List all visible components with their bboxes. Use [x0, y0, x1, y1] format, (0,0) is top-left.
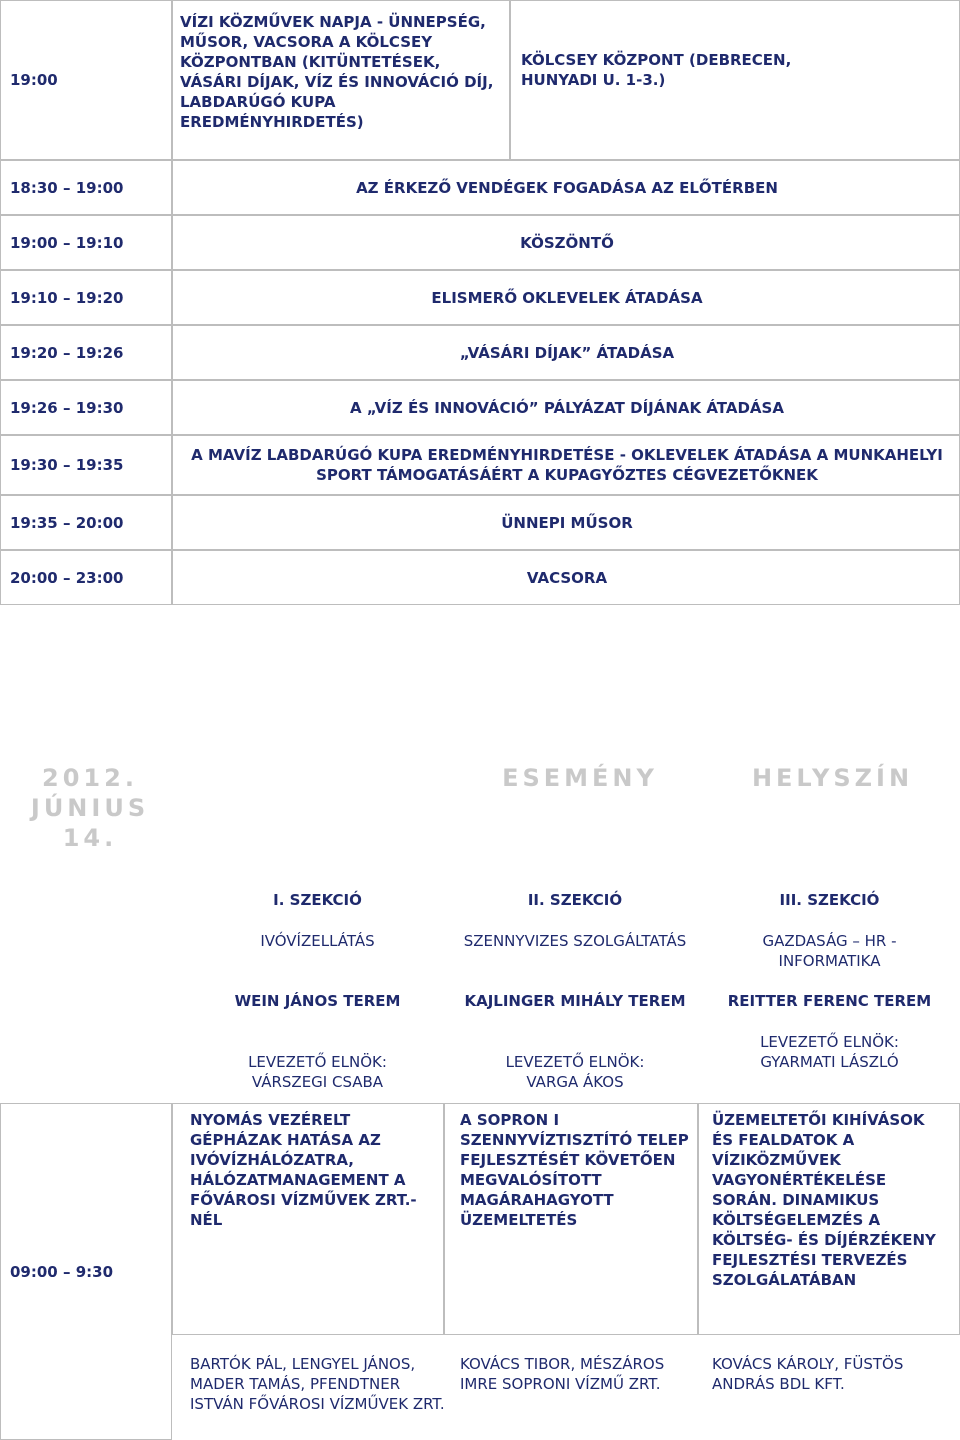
schedule-event: VACSORA [526, 568, 608, 587]
section-name: II. SZEKCIÓ [527, 891, 623, 909]
schedule-time: 19:20 – 19:26 [10, 343, 124, 362]
talk-title: ÜZEMELTETŐI KIHÍVÁSOK ÉS FEALDATOK A VÍZIKÖZMŰVEK VAGYONÉRTÉKELÉSE SORÁN. DINAMIKUS KÖLTSÉGELEMZÉS A KÖLTSÉG- ÉS DÍJÉRZÉKENY FEJLESZTÉSI TERVEZÉS SZOLGÁLATÁBAN [712, 1111, 936, 1289]
top-location: KÖLCSEY KÖZPONT (DEBRECEN, HUNYADI U. 1-3.) [521, 51, 792, 89]
section-chair-label: LEVEZETŐ ELNÖK: [505, 1053, 645, 1071]
schedule-event: ÜNNEPI MŰSOR [501, 513, 633, 532]
talk-presenters: BARTÓK PÁL, LENGYEL JÁNOS, MADER TAMÁS, PFENDTNER ISTVÁN FŐVÁROSI VÍZMŰVEK ZRT. [190, 1355, 445, 1413]
event-heading: ESEMÉNY [502, 764, 658, 792]
session-time: 09:00 – 9:30 [10, 1262, 114, 1281]
section-topic: SZENNYVIZES SZOLGÁLTATÁS [463, 932, 687, 950]
section-chair-label: LEVEZETŐ ELNÖK: [248, 1053, 387, 1071]
schedule-time: 19:10 – 19:20 [10, 288, 124, 307]
section-name: I. SZEKCIÓ [273, 891, 362, 909]
schedule-time: 19:30 – 19:35 [10, 456, 124, 474]
talk-presenters: KOVÁCS TIBOR, MÉSZÁROS IMRE SOPRONI VÍZMŰ ZRT. [460, 1355, 665, 1393]
date-heading: 2012. JÚNIUS 14. [30, 764, 150, 852]
section-room: WEIN JÁNOS TEREM [234, 992, 401, 1010]
schedule-time: 18:30 – 19:00 [10, 178, 124, 197]
location-heading: HELYSZÍN [751, 764, 914, 792]
section-topic: GAZDASÁG – HR - INFORMATIKA [762, 932, 897, 970]
section-chair: GYARMATI LÁSZLÓ [760, 1053, 899, 1071]
section-topic: IVÓVÍZELLÁTÁS [260, 932, 375, 950]
schedule-event: AZ ÉRKEZŐ VENDÉGEK FOGADÁSA AZ ELŐTÉRBEN [356, 178, 778, 197]
section-name: III. SZEKCIÓ [779, 891, 880, 909]
schedule-event: A „VÍZ ÉS INNOVÁCIÓ” PÁLYÁZAT DÍJÁNAK ÁTADÁSA [350, 398, 784, 417]
top-time: 19:00 [10, 71, 58, 89]
section-chair: VARGA ÁKOS [526, 1073, 624, 1091]
schedule-time: 20:00 – 23:00 [10, 568, 124, 587]
schedule-time: 19:26 – 19:30 [10, 398, 124, 417]
schedule-event: ELISMERŐ OKLEVELEK ÁTADÁSA [431, 288, 703, 307]
top-event: VÍZI KÖZMŰVEK NAPJA - ÜNNEPSÉG, MŰSOR, VACSORA A KÖLCSEY KÖZPONTBAN (KITÜNTETÉSEK, VÁSÁRI DÍJAK, VÍZ ÉS INNOVÁCIÓ DÍJ, LABDARÚGÓ KUPA EREDMÉNYHIRDETÉS) [180, 13, 494, 131]
schedule-event: „VÁSÁRI DÍJAK” ÁTADÁSA [459, 343, 675, 362]
schedule-time: 19:35 – 20:00 [10, 513, 124, 532]
talk-presenters: KOVÁCS KÁROLY, FÜSTÖS ANDRÁS BDL KFT. [712, 1355, 904, 1393]
section-chair: VÁRSZEGI CSABA [251, 1073, 384, 1091]
schedule-time: 19:00 – 19:10 [10, 233, 124, 252]
section-chair-label: LEVEZETŐ ELNÖK: [760, 1033, 899, 1051]
talk-title: A SOPRON I SZENNYVÍZTISZTÍTÓ TELEP FEJLESZTÉSÉT KÖVETŐEN MEGVALÓSÍTOTT MAGÁRAHAGYOTT ÜZEMELTETÉS [460, 1111, 689, 1229]
section-room: REITTER FERENC TEREM [727, 992, 932, 1010]
talk-title: NYOMÁS VEZÉRELT GÉPHÁZAK HATÁSA AZ IVÓVÍZHÁLÓZATRA, HÁLÓZATMANAGEMENT A FŐVÁROSI VÍZMŰVEK ZRT.-NÉL [190, 1111, 417, 1229]
schedule-event: A MAVÍZ LABDARÚGÓ KUPA EREDMÉNYHIRDETÉSE - OKLEVELEK ÁTADÁSA A MUNKAHELYI SPORT TÁMOGATÁSÁÉRT A KUPAGYŐZTES CÉGVEZETŐKNEK [191, 446, 943, 484]
schedule-event: KÖSZÖNTŐ [520, 233, 614, 252]
section-room: KAJLINGER MIHÁLY TEREM [464, 992, 686, 1010]
